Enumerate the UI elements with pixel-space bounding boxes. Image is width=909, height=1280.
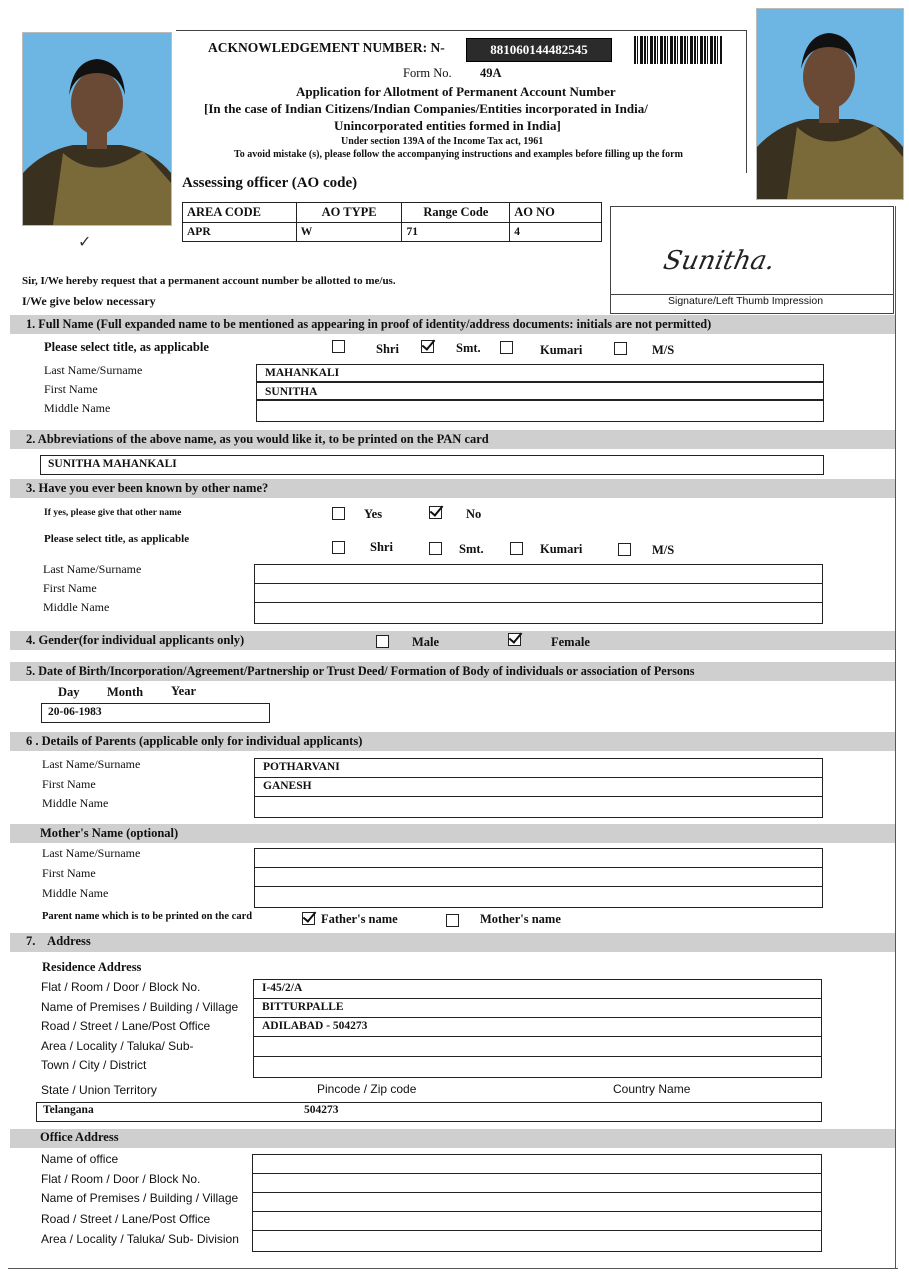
s3-if-yes: If yes, please give that other name [44, 508, 182, 518]
office-area-field[interactable] [252, 1230, 822, 1252]
s1-shri-checkbox[interactable] [332, 340, 345, 353]
office-heading: Office Address [40, 1130, 119, 1144]
s3-last-label: Last Name/Surname [43, 562, 142, 576]
photo-mark: ✓ [78, 234, 92, 251]
instruction-line: To avoid mistake (s), please follow the accompanying instructions and examples before filling up the form [234, 149, 683, 160]
pincode-value: 504273 [304, 1104, 339, 1116]
s6-last-label: Last Name/Surname [42, 757, 141, 771]
ao-type: W [296, 223, 402, 242]
ao-header-no: AO NO [510, 203, 602, 223]
ao-range-code: 71 [402, 223, 510, 242]
s3-last-field[interactable] [254, 564, 823, 584]
title-line-2: [In the case of Indian Citizens/Indian Companies/Entities incorporated in India/ [204, 101, 648, 116]
office-road-field[interactable] [252, 1211, 822, 1231]
s3-kumari-checkbox[interactable] [510, 542, 523, 555]
s1-middle-label: Middle Name [44, 401, 111, 415]
s4-male-checkbox[interactable] [376, 635, 389, 648]
ao-heading: Assessing officer (AO code) [182, 175, 358, 191]
country-label: Country Name [613, 1082, 691, 1096]
s3-middle-label: Middle Name [43, 600, 110, 614]
res-premises-value: BITTURPALLE [262, 1001, 344, 1013]
s3-no-checkbox[interactable] [429, 506, 442, 519]
section-4-heading: 4. Gender(for individual applicants only) [26, 633, 245, 647]
s1-shri-label: Shri [376, 342, 399, 356]
state-pin-country-field[interactable] [36, 1102, 822, 1122]
s3-yes-checkbox[interactable] [332, 507, 345, 520]
section-3-heading: 3. Have you ever been known by other name? [26, 481, 269, 495]
section-7-bar [10, 933, 896, 952]
mother-first-label: First Name [42, 866, 96, 880]
s3-first-label: First Name [43, 581, 97, 595]
office-flat-label: Flat / Room / Door / Block No. [41, 1172, 201, 1186]
office-bar [10, 1129, 896, 1148]
ack-label: ACKNOWLEDGEMENT NUMBER: N- [208, 40, 445, 55]
s1-last-field[interactable] [256, 364, 824, 382]
s3-middle-field[interactable] [254, 602, 823, 624]
mother-middle-field[interactable] [254, 886, 823, 908]
s3-shri-checkbox[interactable] [332, 541, 345, 554]
s1-smt-checkbox[interactable] [421, 340, 434, 353]
s3-smt-label: Smt. [459, 542, 484, 556]
ao-area-code: APR [183, 223, 297, 242]
s1-ms-label: M/S [652, 343, 675, 357]
s3-smt-checkbox[interactable] [429, 542, 442, 555]
bottom-rule [8, 1268, 898, 1269]
s5-day-label: Day [58, 685, 80, 699]
signature: Sunitha. [660, 246, 778, 276]
residence-heading: Residence Address [42, 960, 142, 974]
signature-label: Signature/Left Thumb Impression [668, 295, 824, 307]
s3-kumari-label: Kumari [540, 542, 583, 556]
intro-line-1: Sir, I/We hereby request that a permanent account number be allotted to me/us. [22, 275, 396, 287]
res-town-field[interactable] [253, 1056, 822, 1078]
s3-shri-label: Shri [370, 540, 393, 554]
mother-last-label: Last Name/Surname [42, 846, 141, 860]
s6-first-value: GANESH [263, 780, 312, 792]
res-flat-field[interactable] [253, 979, 822, 999]
s1-ms-checkbox[interactable] [614, 342, 627, 355]
s4-female-label: Female [551, 635, 590, 649]
section-7-heading: 7. Address [26, 934, 91, 948]
father-name-label: Father's name [321, 912, 398, 926]
right-border [895, 206, 896, 1268]
res-flat-label: Flat / Room / Door / Block No. [41, 980, 201, 994]
s4-male-label: Male [412, 635, 440, 649]
s5-year-label: Year [171, 684, 196, 698]
section-1-heading: 1. Full Name (Full expanded name to be mentioned as appearing in proof of identity/address documents: initials are not permitted) [26, 317, 712, 331]
mother-name-checkbox[interactable] [446, 914, 459, 927]
office-name-label: Name of office [41, 1152, 119, 1166]
res-area-field[interactable] [253, 1036, 822, 1057]
res-area-label: Area / Locality / Taluka/ Sub- [41, 1039, 194, 1053]
header-border [176, 30, 747, 173]
mother-last-field[interactable] [254, 848, 823, 868]
s3-yes-label: Yes [364, 507, 383, 521]
ack-number: 881060144482545 [466, 38, 612, 62]
office-flat-field[interactable] [252, 1173, 822, 1193]
ao-header-area: AREA CODE [183, 203, 297, 223]
form-no: 49A [480, 66, 502, 80]
ao-header-range: Range Code [402, 203, 510, 223]
s1-first-label: First Name [44, 382, 98, 396]
title-line-1: Application for Allotment of Permanent Account Number [296, 84, 616, 99]
state-label: State / Union Territory [41, 1083, 157, 1097]
s3-ms-label: M/S [652, 543, 675, 557]
office-premises-label: Name of Premises / Building / Village [41, 1191, 239, 1205]
person-photo-icon [757, 9, 903, 199]
ao-no: 4 [510, 223, 602, 242]
person-photo-icon [23, 33, 171, 225]
s5-dob-value: 20-06-1983 [48, 706, 102, 718]
applicant-photo-left [22, 32, 172, 226]
pincode-label: Pincode / Zip code [317, 1082, 417, 1096]
office-premises-field[interactable] [252, 1192, 822, 1212]
s3-title-prompt: Please select title, as applicable [44, 533, 190, 545]
office-road-label: Road / Street / Lane/Post Office [41, 1212, 211, 1226]
office-name-field[interactable] [252, 1154, 822, 1174]
s1-last-label: Last Name/Surname [44, 363, 143, 377]
s1-middle-field[interactable] [256, 400, 824, 422]
res-road-value: ADILABAD - 504273 [262, 1020, 368, 1032]
s3-first-field[interactable] [254, 583, 823, 603]
s3-ms-checkbox[interactable] [618, 543, 631, 556]
mother-name-label: Mother's name [480, 912, 561, 926]
s4-female-checkbox[interactable] [508, 633, 521, 646]
res-flat-value: I-45/2/A [262, 982, 303, 994]
state-value: Telangana [43, 1104, 94, 1116]
s3-no-label: No [466, 507, 482, 521]
office-area-label: Area / Locality / Taluka/ Sub- Division [41, 1232, 239, 1246]
res-road-label: Road / Street / Lane/Post Office [41, 1019, 211, 1033]
s6-middle-label: Middle Name [42, 796, 109, 810]
mother-heading: Mother's Name (optional) [40, 826, 179, 840]
title-line-3: Unincorporated entities formed in India] [334, 118, 561, 133]
section-2-heading: 2. Abbreviations of the above name, as you would like it, to be printed on the PAN card [26, 432, 489, 446]
mother-middle-label: Middle Name [42, 886, 109, 900]
section-6-heading: 6 . Details of Parents (applicable only for individual applicants) [26, 734, 363, 748]
ao-header-type: AO TYPE [296, 203, 402, 223]
s1-last-value: MAHANKALI [265, 367, 340, 379]
s6-first-label: First Name [42, 777, 96, 791]
s1-kumari-label: Kumari [540, 343, 583, 357]
father-name-checkbox[interactable] [302, 912, 315, 925]
s6-first-field[interactable] [254, 777, 823, 797]
ao-table [182, 202, 602, 242]
s1-first-value: SUNITHA [265, 386, 318, 398]
s1-smt-label: Smt. [456, 341, 481, 355]
s6-middle-field[interactable] [254, 796, 823, 818]
printed-parent-prompt: Parent name which is to be printed on the card [42, 911, 253, 922]
applicant-photo-right [756, 8, 904, 200]
intro-line-2: I/We give below necessary [22, 294, 156, 308]
s1-first-field[interactable] [256, 382, 824, 400]
res-town-label: Town / City / District [41, 1058, 147, 1072]
s5-month-label: Month [107, 685, 144, 699]
s2-abbrev-value: SUNITHA MAHANKALI [48, 458, 177, 470]
s1-title-prompt: Please select title, as applicable [44, 340, 209, 354]
section-5-heading: 5. Date of Birth/Incorporation/Agreement/Partnership or Trust Deed/ Formation of Body of individuals or association of Persons [26, 664, 695, 678]
mother-first-field[interactable] [254, 867, 823, 887]
s6-last-value: POTHARVANI [263, 761, 340, 773]
form-no-label: Form No. [403, 66, 452, 80]
res-premises-label: Name of Premises / Building / Village [41, 1000, 239, 1014]
s1-kumari-checkbox[interactable] [500, 341, 513, 354]
section-line: Under section 139A of the Income Tax act, 1961 [341, 136, 544, 147]
